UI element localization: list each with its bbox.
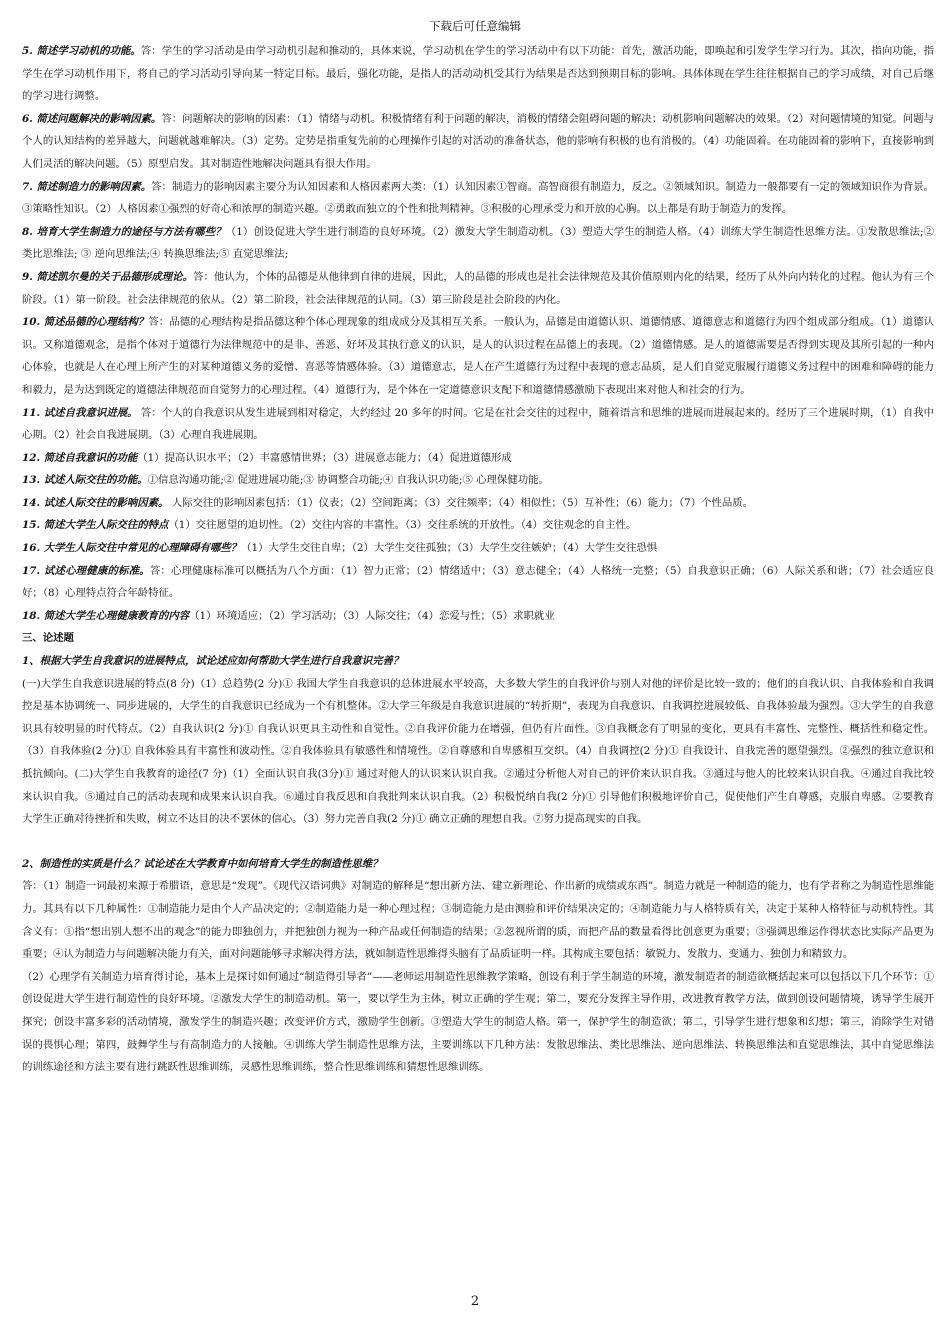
question-title: 14. 试述人际交往的影响因素。	[22, 496, 169, 509]
section-title: 三、论述题	[22, 632, 74, 645]
answer-text: 答：心理健康标准可以概括为八个方面：（1）智力正常；（2）情绪适中；（3）意志健全；（4）人格统一完整；（5）自我意识正确；（6）人际关系和谐；（7）社会适应良好；（8）心理特点符合年龄特征。	[22, 564, 934, 600]
answer-text: 人际交往的影响因素包括：（1）仪表；（2）空间距离；（3）交往频率；（4）相似性；（5）互补性；（6）能力；（7）个性品质。	[168, 496, 754, 509]
answer-text: 答：学生的学习活动是由学习动机引起和推动的，具体来说，学习动机在学生的学习活动中有以下功能：首先，激活功能，即唤起和引发学生学习行为。其次，指向功能，指学生在学习动机作用下，将自己的学习活动引导向某一特定目标。最后，强化功能，是指人的活动动机受其行为结果是否达到预期目标的影响。具体体现在学生往往根据自己的学习成绩，对自己后继的学习进行调整。	[22, 45, 934, 103]
short-answer-item	[22, 492, 934, 515]
short-answer-item	[22, 402, 934, 447]
short-answer-item	[22, 40, 934, 108]
essay-question: 2、制造性的实质是什么？试论述在大学教育中如何培育大学生的制造性思维？	[22, 857, 383, 870]
answer-text: （1）环境适应；（2）学习活动；（3）人际交往；（4）恋爱与性；（5）求职就业	[189, 609, 555, 622]
short-answer-item	[22, 311, 934, 401]
question-title: 16. 大学生人际交往中常见的心理障碍有哪些？	[22, 542, 242, 555]
short-answer-item	[22, 266, 934, 311]
answer-text: 答：品德的心理结构是指品德这种个体心理现象的组成成分及其相互关系。一般认为，品德是由道德认识、道德情感、道德意志和道德行为四个组成部分组成。（1）道德认识。又称道德观念，是指个体对于道德行为法律规范中的是非、善恶、好坏及其执行意义的认识，是人的认识过程在品德上的表现。（2）道德情感。是人的道德需要是否得到实现及其所引起的一种内心体验，也就是人在心理上所产生的对某种道德义务的爱憎、喜恶等情感体验。（3）道德意志，是人在产生道德行为过程中表现的意志品质，是人们自觉克服履行道德义务过程中的困难和障碍的能力和毅力，是为达到既定的道德法律规范而自觉努力的心理过程。（4）道德行为，是个体在一定道德意识支配下和道德情感激励下表现出来对他人和社会的行为。	[22, 316, 934, 396]
short-answer-item	[22, 537, 934, 560]
essay-paragraph: (一)大学生自我意识进展的特点(8 分)（1）总趋势(2 分)① 我国大学生自我意识的总体进展水平较高，大多数大学生的自我评价与别人对他的评价是比较一致的；他们的自我认识、自我体验和自我调控是基本协调统一、同步进展的，大学生的自我意识已经成为一个有机整体。②大学三年级是自我意识进展的“转折期”，表现为自我意识、自我调控进展较低、自我体验最为强烈。③大学生的自我意识具有较明显的时代特点。（2）自我认识(2 分)① 自我认识更具主动性和自觉性。②自我评价能力在增强，但仍有片面性。③自我概念有了明显的变化，更具有丰富性、完整性、概括性和稳定性。（3）自我体验(2 分)① 自我体验具有丰富性和波动性。②自我体验具有敏感性和情境性。②自尊感和自卑感相互交织。（4）自我调控(2 分)① 自我设计、自我完善的愿望强烈。②强烈的独立意识和抵抗倾向。(二)大学生自我教育的途径(7 分)（1）全面认识自我(3分)① 通过对他人的认识来认识自我。②通过分析他人对自己的评价来认识自我。③通过与他人的比较来认识自我。④通过自我比较来认识自我。⑤通过自己的活动表现和成果来认识自我。⑥通过自我反思和自我批判来认识自我。（2）积极悦纳自我(2 分)① 引导他们积极地评价自己，促使他们产生自尊感，克服自卑感。②要教育大学生正确对待挫折和失败，树立不达目的决不罢休的信心。（3）努力完善自我(2 分)① 确立正确的理想自我。⑦努力提高现实的自我。	[22, 677, 934, 826]
short-answer-item	[22, 447, 934, 470]
question-title: 9. 简述凯尔曼的关于品德形成理论。	[22, 270, 194, 283]
question-title: 10. 简述品德的心理结构？	[22, 316, 149, 329]
essay-question: 1、根据大学生自我意识的进展特点，试论述应如何帮助大学生进行自我意识完善？	[22, 655, 404, 668]
short-answer-item	[22, 605, 934, 628]
answer-text: ①信息沟通功能;② 促进进展功能;③ 协调整合功能;④ 自我认识功能;⑤ 心理保健功能。	[147, 474, 549, 487]
short-answer-item	[22, 514, 934, 537]
short-answer-item	[22, 108, 934, 176]
page-number: 2	[470, 1294, 480, 1309]
short-answer-item	[22, 469, 934, 492]
page-header: 下载后可任意编辑	[429, 19, 521, 33]
question-title: 12. 简述自我意识的功能	[22, 451, 138, 464]
answer-text: （1）大学生交往自卑；（2）大学生交往孤独；（3）大学生交往嫉妒；（4）大学生交往恐惧	[241, 542, 658, 555]
question-title: 17. 试述心理健康的标准。	[22, 564, 150, 577]
question-title: 5. 简述学习动机的功能。	[22, 45, 141, 57]
essay-1	[22, 650, 934, 831]
short-answer-item	[22, 560, 934, 605]
question-title: 13. 试述人际交往的功能。	[22, 474, 148, 487]
essay-2	[22, 853, 934, 1079]
answer-text: （1）交往愿望的迫切性。（2）交往内容的丰富性。（3）交往系统的开放性。（4）交往观念的自主性。	[168, 519, 637, 532]
question-title: 6. 简述问题解决的影响因素。	[22, 112, 162, 125]
answer-text: 答：他认为，个体的品德是从他律到自律的进展，因此，人的品德的形成也是社会法律规范及其价值原则内化的结果，经历了从外向内转化的过程。他认为有三个阶段。（1）第一阶段。社会法律规范的依从。（2）第二阶段，社会法律规范的认同。（3）第三阶段是社会阶段的内化。	[22, 270, 934, 306]
essay-paragraph: （2）心理学有关制造力培育得讨论，基本上是探讨如何通过“制造得引导者”——老师运用制造性思维教学策略，创设有利于学生制造的环境，激发制造者的制造欲概括起来可以包括以下几个环节：①创设促进大学生进行制造性的良好环境。②激发大学生的制造动机。第一，要以学生为主体，树立正确的学生观；第二，要充分发挥主导作用，改进教育教学方法，做到创设问题情境，诱导学生展开探究；创设丰富多彩的活动情境，激发学生的制造兴趣；改变评价方式，激励学生创新。③塑造大学生的制造人格。第一，保护学生的制造欲；第二，引导学生进行想象和幻想；第三，消除学生对错误的畏惧心理；第四，鼓舞学生与有高制造力的人接触。④训练大学生制造性思维方法，主要训练以下几种方法：发散思维法、类比思维法、逆向思维法、转换思维法和直觉思维法，其中自觉思维法的训练途径和方法主要有进行跳跃性思维训练，灵感性思维训练，整合性思维训练和猜想性思维训练。	[22, 970, 934, 1074]
question-title: 18. 简述大学生心理健康教育的内容	[22, 609, 190, 622]
question-title: 7. 简述制造力的影响因素。	[22, 180, 152, 193]
answer-text: 答：制造力的影响因素主要分为认知因素和人格因素两大类：（1）认知因素①智商。高智商很有制造力，反之。②领域知识。制造力一般都要有一定的领域知识作为背景。③策略性知识。（2）人格因素①强烈的好奇心和浓厚的制造兴趣。②勇敢而独立的个性和批判精神。③积极的心理承受力和开放的心胸。以上都是有助于制造力的发挥。	[22, 180, 935, 216]
short-answer-item	[22, 176, 934, 221]
answer-text: 答：个人的自我意识从发生进展到相对稳定，大约经过 20 多年的时间。它是在社会交往的过程中，随着语言和思维的进展而进展起来的。经历了三个进展时期，（1）自我中心期。（2）社会自我进展期。（3）心理自我进展期。	[22, 406, 934, 442]
blank-line	[22, 831, 934, 853]
document-body	[22, 40, 934, 1079]
answer-text: （1）创设促进大学生进行制造的良好环境。（2）激发大学生制造动机。（3）塑造大学生的制造人格。（4）训练大学生制造性思维方法。①发散思维法;② 类比思维法; ③ 逆向思维法;④ 转换思维法;⑤ 直觉思维法;	[22, 225, 934, 261]
answer-text: （1）提高认识水平；（2）丰富感情世界；（3）进展意志能力；（4）促进道德形成	[137, 451, 512, 464]
question-title: 15. 简述大学生人际交往的特点	[22, 519, 169, 532]
short-answer-item	[22, 221, 934, 266]
question-title: 11. 试述自我意识进展。	[22, 406, 138, 419]
question-title: 8. 培育大学生制造力的途径与方法有哪些？	[22, 225, 226, 238]
short-answer-list	[22, 40, 934, 627]
essay-paragraph: 答：（1）制造一词最初来源于希腊语，意思是“发现”。《现代汉语词典》对制造的解释是“想出新方法、建立新理论、作出新的成绩或东西”。制造力就是一种制造的能力，也有学者称之为制造性思维能力。其具有以下几种属性：①制造能力是由个人产品决定的；②制造能力是一种心理过程；③制造能力是由测验和评价结果决定的；④制造能力与人格特质有关，决定于某种人格特征与动机特性。其含义有：①指“想出别人想不出的观念”的能力即独创力，并把独创力视为一种产品或任何制造的结果；②忽视所谓的质，而把产品的数量看得比创意更为重要；③强调思维运作得状态比实际产品更为重要；④认为制造力与问题解决能力有关，面对问题能够寻求解决得方法，就如制造性思维得头脑有了品质证明一样。其构成主要包括：敏锐力、发散力、变通力、独创力和精致力。	[22, 880, 934, 961]
answer-text: 答：问题解决的影响的因素：（1）情绪与动机。积极情绪有利于问题的解决，消极的情绪会阻碍问题的解决；动机影响问题解决的效果。（2）对问题情境的知觉。问题与个人的认知结构的差异越大，问题就越难解决。（3）定势。定势是指重复先前的心理操作引起的对活动的准备状态，他的影响有积极的也有消极的。（4）功能固着。在功能固着的影响下，直接影响到人们灵活的解决问题。（5）原型启发。其对制造性地解决问题具有很大作用。	[22, 112, 934, 170]
